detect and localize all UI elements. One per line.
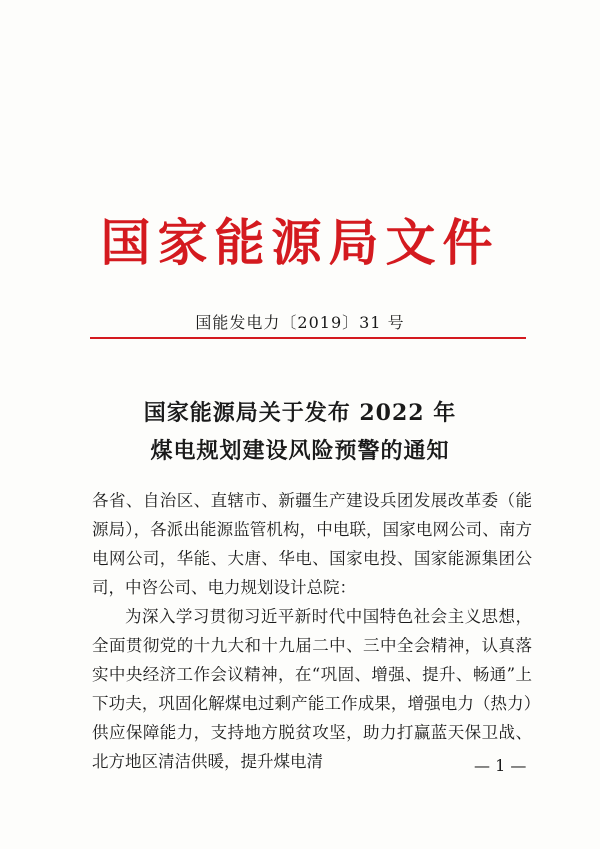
- body-paragraph: 为深入学习贯彻习近平新时代中国特色社会主义思想，全面贯彻党的十九大和十九届二中、三中全会精神，认真落实中央经济工作会议精神，在“巩固、增强、提升、畅通”上下功夫，巩固化解煤电过剩产能工作成果，增强电力（热力）供应保障能力，支持地方脱贫攻坚，助力打赢蓝天保卫战、北方地区清洁供暖，提升煤电清: [92, 607, 532, 771]
- red-divider-line: [90, 337, 526, 339]
- addressee-paragraph: 各省、自治区、直辖市、新疆生产建设兵团发展改革委（能源局），各派出能源监管机构，中电联，国家电网公司、南方电网公司，华能、大唐、华电、国家电投、国家能源集团公司，中咨公司、电力规划设计总院：: [92, 491, 532, 597]
- page-number: — 1 —: [474, 756, 527, 775]
- document-header-title: 国家能源局文件: [100, 213, 500, 272]
- document-number: 国能发电力〔2019〕31 号: [195, 313, 405, 332]
- notice-title-line-1: 国家能源局关于发布 2022 年: [143, 400, 457, 426]
- notice-title-line-2: 煤电规划建设风险预警的通知: [150, 438, 450, 464]
